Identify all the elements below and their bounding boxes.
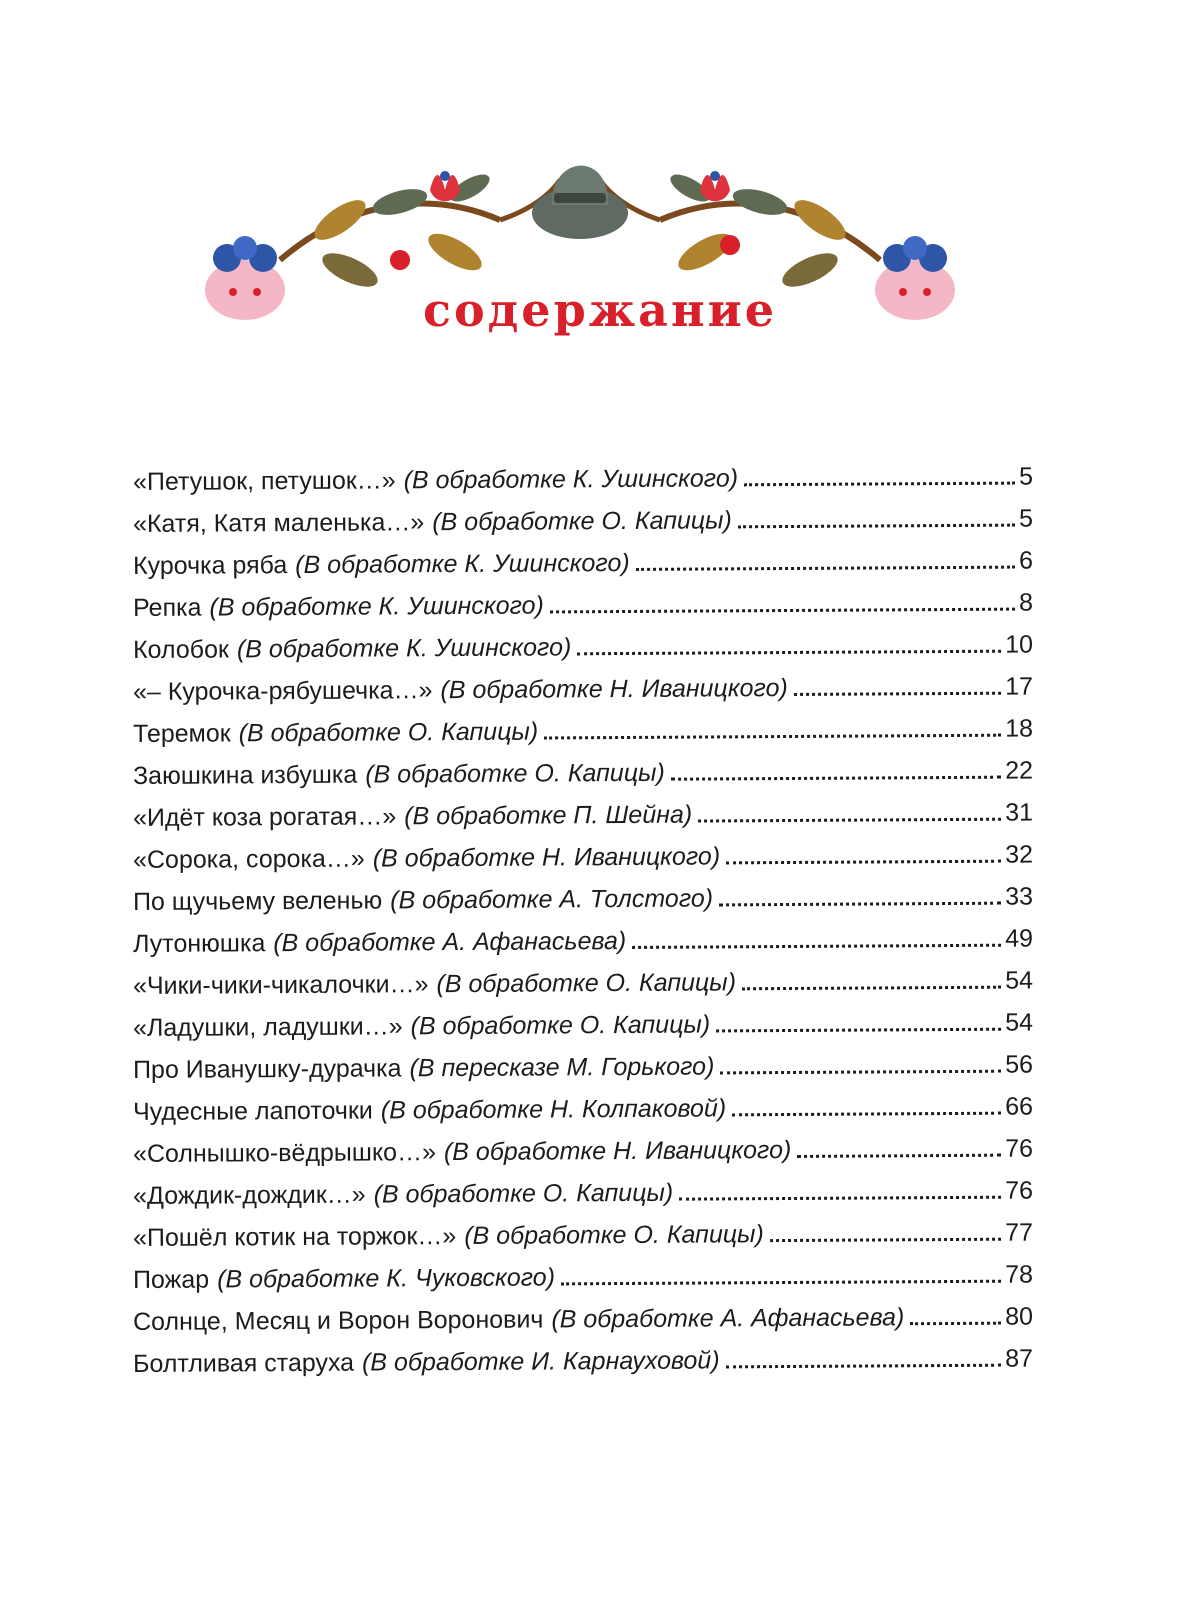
- toc-entry-note: (В обработке О. Капицы): [464, 1220, 764, 1250]
- toc-entry-title: «– Курочка-рябушечка…»: [132, 676, 433, 706]
- page-title: содержание: [422, 283, 778, 337]
- toc-entry-page-number: 78: [1005, 1260, 1034, 1289]
- toc-entry-page-number: 80: [1005, 1302, 1034, 1331]
- toc-dot-leader: [716, 1028, 1001, 1033]
- toc-dot-leader: [738, 524, 1015, 529]
- toc-entry-page-number: 76: [1005, 1176, 1034, 1205]
- toc-entry-note: (В обработке К. Ушинского): [295, 548, 630, 580]
- toc-entry-title: «Идёт коза рогатая…»: [132, 802, 397, 832]
- toc-entry-title: Колобок: [132, 635, 229, 664]
- toc-entry-note: (В обработке П. Шейна): [404, 800, 693, 831]
- toc-entry-page-number: 77: [1005, 1218, 1034, 1247]
- toc-entry-page-number: 56: [1005, 1050, 1034, 1079]
- toc-entry: [133, 576, 1033, 623]
- toc-entry-title: Курочка ряба: [132, 551, 288, 580]
- toc-entry-title: «Дождик-дождик…»: [132, 1180, 366, 1210]
- toc-dot-leader: [671, 776, 1001, 781]
- toc-dot-leader: [636, 566, 1015, 571]
- toc-entry: [133, 702, 1033, 749]
- toc-entry-title: «Петушок, петушок…»: [132, 466, 396, 496]
- toc-dot-leader: [720, 1070, 1001, 1075]
- toc-entry-note: (В обработке К. Ушинского): [236, 633, 572, 664]
- toc-entry: [133, 828, 1033, 875]
- toc-entry-page-number: 76: [1005, 1134, 1034, 1163]
- toc-entry-page-number: 5: [1019, 504, 1034, 533]
- toc-entry-note: (В обработке И. Карнауховой): [361, 1346, 720, 1377]
- toc-entry-note: (В обработке Н. Иваницкого): [372, 842, 721, 873]
- toc-entry-page-number: 18: [1005, 714, 1034, 743]
- toc-entry-title: Пожар: [132, 1265, 210, 1294]
- toc-entry-note: (В обработке О. Капицы): [238, 717, 539, 748]
- toc-dot-leader: [577, 650, 1001, 656]
- toc-entry-note: (В обработке А. Толстого): [390, 884, 714, 915]
- toc-entry-page-number: 66: [1005, 1092, 1034, 1121]
- toc-entry-page-number: 31: [1005, 798, 1034, 827]
- toc-entry: [133, 870, 1033, 917]
- toc-entry-page-number: 54: [1005, 1008, 1034, 1037]
- toc-entry: [133, 1038, 1033, 1085]
- toc-dot-leader: [744, 482, 1015, 487]
- toc-dot-leader: [632, 944, 1001, 949]
- toc-entry: [133, 450, 1033, 497]
- toc-dot-leader: [679, 1196, 1001, 1201]
- toc-entry-note: (В обработке О. Капицы): [436, 968, 737, 999]
- table-of-contents: [133, 455, 1033, 1379]
- toc-entry-note: (В обработке Н. Иваницкого): [443, 1135, 792, 1167]
- toc-dot-leader: [797, 1154, 1001, 1158]
- toc-entry-note: (В обработке К. Ушинского): [209, 591, 544, 622]
- toc-entry-title: Чудесные лапоточки: [132, 1096, 373, 1126]
- toc-entry-title: «Солнышко-вёдрышко…»: [132, 1138, 437, 1168]
- toc-entry-title: Теремок: [132, 719, 231, 748]
- toc-entry: [133, 492, 1033, 539]
- toc-dot-leader: [726, 860, 1001, 865]
- toc-entry-page-number: 8: [1019, 588, 1034, 617]
- toc-entry-title: Про Иванушку-дурачка: [132, 1054, 402, 1084]
- toc-entry: [133, 1290, 1033, 1337]
- toc-entry: [133, 1248, 1033, 1295]
- toc-entry: [133, 1164, 1033, 1211]
- toc-entry-page-number: 5: [1019, 462, 1034, 491]
- toc-entry-title: Болтливая старуха: [132, 1348, 355, 1378]
- toc-entry-title: Лутонюшка: [132, 929, 266, 958]
- toc-dot-leader: [910, 1322, 1001, 1326]
- toc-entry: [133, 1080, 1033, 1127]
- toc-entry-title: «Пошёл котик на торжок…»: [132, 1222, 457, 1252]
- toc-entry-title: По щучьему веленью: [132, 886, 383, 916]
- toc-entry-page-number: 10: [1005, 630, 1034, 659]
- toc-dot-leader: [794, 692, 1001, 696]
- toc-entry: [133, 954, 1033, 1001]
- toc-entry-title: «Чики-чики-чикалочки…»: [132, 970, 429, 1000]
- toc-entry-title: «Ладушки, ладушки…»: [132, 1012, 403, 1042]
- toc-dot-leader: [561, 1280, 1001, 1286]
- toc-dot-leader: [770, 1238, 1001, 1242]
- toc-entry-note: (В обработке О. Капицы): [432, 506, 732, 537]
- toc-dot-leader: [550, 608, 1015, 614]
- toc-entry-note: (В обработке О. Капицы): [373, 1178, 674, 1209]
- toc-entry-title: «Катя, Катя маленька…»: [132, 508, 425, 538]
- toc-entry-note: (В обработке К. Ушинского): [403, 464, 739, 495]
- toc-dot-leader: [719, 902, 1001, 907]
- toc-entry-note: (В обработке О. Капицы): [365, 758, 665, 789]
- toc-entry-note: (В обработке А. Афанасьева): [273, 926, 627, 958]
- toc-dot-leader: [726, 1364, 1002, 1369]
- toc-entry-page-number: 49: [1005, 924, 1034, 953]
- toc-entry: [133, 996, 1033, 1043]
- toc-entry-title: Репка: [132, 593, 202, 622]
- toc-entry-page-number: 6: [1019, 546, 1034, 575]
- toc-dot-leader: [732, 1112, 1001, 1117]
- toc-entry: [133, 1332, 1033, 1379]
- toc-entry-page-number: 22: [1005, 756, 1034, 785]
- toc-entry-page-number: 33: [1005, 882, 1034, 911]
- toc-entry: [133, 660, 1033, 707]
- toc-entry-note: (В обработке К. Чуковского): [217, 1263, 556, 1294]
- toc-entry-title: Солнце, Месяц и Ворон Воронович: [132, 1305, 544, 1336]
- toc-entry-title: «Сорока, сорока…»: [132, 844, 365, 874]
- toc-dot-leader: [544, 734, 1001, 740]
- toc-entry: [133, 534, 1033, 581]
- toc-entry: [133, 1122, 1033, 1169]
- toc-entry: [133, 912, 1033, 959]
- toc-entry: [133, 618, 1033, 665]
- toc-entry-page-number: 32: [1005, 840, 1034, 869]
- toc-entry-note: (В пересказе М. Горького): [409, 1052, 715, 1083]
- toc-entry-page-number: 17: [1005, 672, 1034, 701]
- toc-entry-note: (В обработке Н. Иваницкого): [440, 674, 788, 705]
- toc-entry-page-number: 54: [1005, 966, 1034, 995]
- toc-entry-title: Заюшкина избушка: [132, 760, 358, 790]
- toc-entry-page-number: 87: [1005, 1344, 1034, 1373]
- toc-entry: [133, 1206, 1033, 1253]
- toc-entry-note: (В обработке О. Капицы): [410, 1010, 711, 1041]
- toc-entry-note: (В обработке А. Афанасьева): [551, 1303, 905, 1334]
- toc-entry: [133, 786, 1033, 833]
- toc-entry: [133, 744, 1033, 791]
- toc-dot-leader: [742, 986, 1001, 991]
- toc-dot-leader: [698, 818, 1001, 823]
- toc-entry-note: (В обработке Н. Колпаковой): [380, 1094, 727, 1125]
